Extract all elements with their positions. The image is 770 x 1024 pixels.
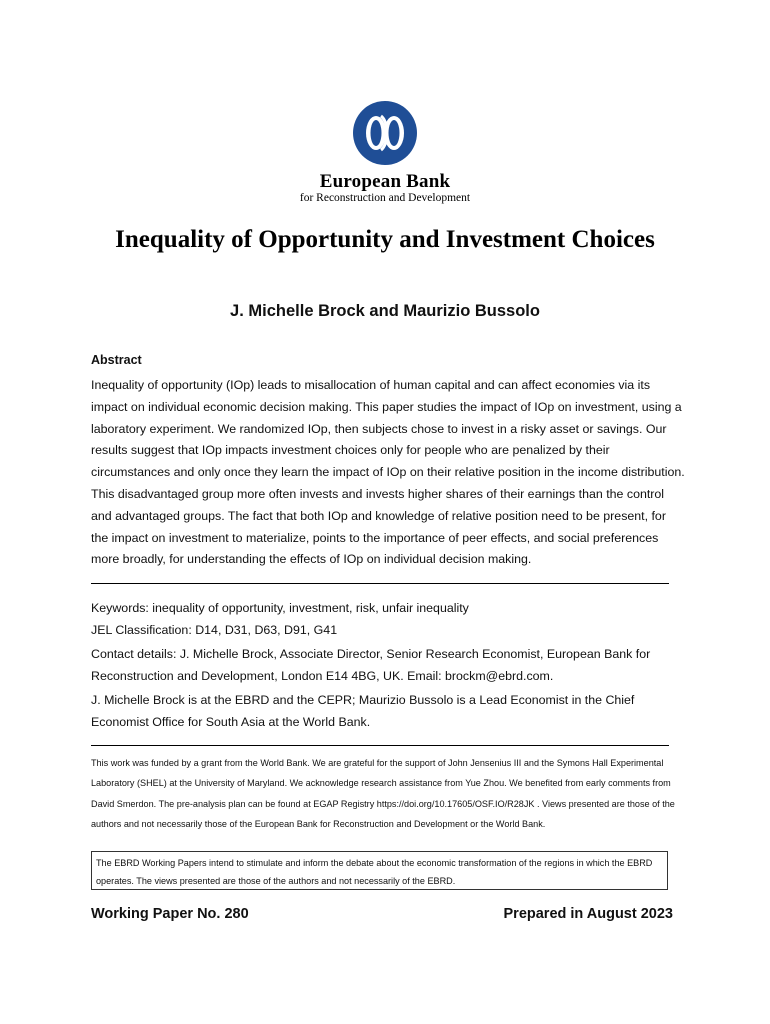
funding-note: This work was funded by a grant from the World Bank. We are grateful for the support of John Jensenius III and the Symons Hall Experimental Laboratory (SHEL) at the University of Maryland. We acknowledge research assistance from Yue Zhou. We benefited from early comments from David Smerdon. The pre-analysis plan can be found at EGAP Registry https://doi.org/10.17605/OSF.IO/R28JK . Views presented are those of the authors and not necessarily those of the European Bank for Reconstruction and Development or the World Bank.: [91, 758, 675, 829]
contact-details: Contact details: J. Michelle Brock, Associate Director, Senior Research Economist, European Bank for Reconstruction and Development, London E14 4BG, UK. Email: brockm@ebrd.com.: [91, 647, 651, 683]
ebrd-logo-emblem-icon: [350, 100, 420, 166]
working-paper-number: Working Paper No. 280: [91, 906, 249, 922]
divider: [91, 583, 669, 584]
prepared-date: Prepared in August 2023: [503, 906, 673, 922]
abstract-text: Inequality of opportunity (IOp) leads to misallocation of human capital and can affect economies via its impact on individual economic decision making. This paper studies the impact of IOp on investment, using a laboratory experiment. We randomized IOp, then subjects chose to invest in a risky asset or savings. Our results suggest that IOp impacts investment choices only for people who are penalized by their circumstances and only once they learn the impact of IOp on their relative position in the income distribution. This disadvantaged group more often invests and invests higher shares of their earnings than the control and advantaged groups. The fact that both IOp and knowledge of relative position need to be present, for the impact on investment to materialize, points to the importance of peer effects, and social preferences more broadly, for understanding the effects of IOp on individual decision making.: [91, 378, 685, 567]
bank-name: European Bank: [319, 171, 451, 192]
keywords: Keywords: inequality of opportunity, investment, risk, unfair inequality: [91, 601, 469, 615]
affiliations: J. Michelle Brock is at the EBRD and the CEPR; Maurizio Bussolo is a Lead Economist in the Chief Economist Office for South Asia at the World Bank.: [91, 693, 635, 729]
jel-classification: JEL Classification: D14, D31, D63, D91, G41: [91, 623, 338, 637]
paper-title: Inequality of Opportunity and Investment Choices: [115, 226, 655, 253]
bank-subtitle: for Reconstruction and Development: [299, 192, 471, 204]
abstract-heading: Abstract: [91, 353, 142, 367]
ebrd-logo: [0, 100, 770, 166]
divider: [91, 745, 669, 746]
ebrd-disclaimer-text: The EBRD Working Papers intend to stimulate and inform the debate about the economic transformation of the regions in which the EBRD operates. The views presented are those of the authors and not necessarily of the EBRD.: [96, 858, 653, 886]
authors: J. Michelle Brock and Maurizio Bussolo: [230, 302, 540, 320]
ebrd-disclaimer-box: [91, 851, 668, 890]
